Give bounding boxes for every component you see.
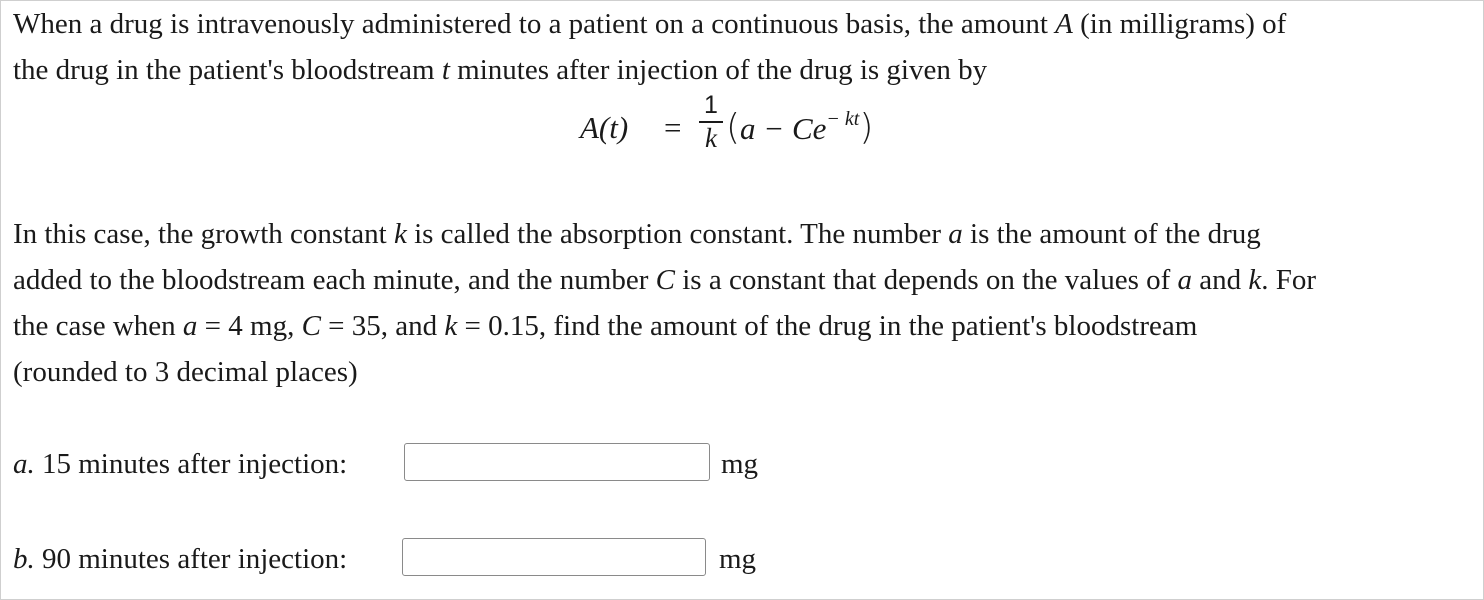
- formula-body: a − Ce: [740, 111, 827, 146]
- formula-equals: =: [664, 110, 682, 145]
- var-a: a: [182, 310, 198, 342]
- question-a-row: [13, 443, 1473, 487]
- intro-text: (in milligrams) of: [1072, 8, 1287, 40]
- close-paren: ): [859, 107, 874, 148]
- formula-rhs: [726, 105, 873, 156]
- var-C: C: [301, 310, 321, 342]
- formula-fraction: [699, 90, 723, 153]
- question-content: [13, 1, 1473, 575]
- question-a-letter: a.: [13, 448, 35, 480]
- question-b-row: [13, 538, 1473, 582]
- question-b-text: 90 minutes after injection:: [34, 543, 348, 575]
- var-a: a: [948, 218, 963, 250]
- question-b-letter: b.: [13, 543, 35, 575]
- explanation-line-4: (rounded to 3 decimal places): [13, 356, 358, 388]
- answer-a-input[interactable]: [404, 443, 710, 481]
- fraction-denominator: k: [705, 123, 717, 153]
- var-k: k: [1248, 264, 1262, 296]
- var-a: a: [1177, 264, 1193, 296]
- intro-line-2: [13, 47, 1473, 93]
- question-a-label: [13, 441, 347, 487]
- explanation-line-3: the case when a = 4 mg, C = 35, and k = 0.15, find the amount of the drug in the patient's bloodstream: [13, 310, 1198, 342]
- question-b-label: [13, 536, 347, 582]
- explanation-line-2: added to the bloodstream each minute, and the number C is a constant that depends on the values of a and k. For: [13, 264, 1317, 296]
- var-A: A: [1055, 8, 1073, 40]
- open-paren: (: [726, 107, 741, 148]
- formula: [13, 93, 1473, 163]
- answer-a-unit: mg: [721, 448, 759, 480]
- answer-b-input[interactable]: [402, 538, 706, 576]
- intro-line-1: [13, 1, 1473, 47]
- formula-exponent: − kt: [826, 108, 860, 130]
- intro-paragraph: [13, 1, 1473, 93]
- var-C: C: [655, 264, 675, 296]
- explanation-line-1: In this case, the growth constant k is called the absorption constant. The number a is the amount of the drug: [13, 218, 1261, 250]
- formula-lhs: A(t): [580, 110, 629, 145]
- explanation-paragraph: [13, 211, 1473, 395]
- var-k: k: [393, 218, 407, 250]
- fraction-numerator: 1: [699, 90, 723, 123]
- question-a-text: 15 minutes after injection:: [34, 448, 348, 480]
- intro-text: the drug in the patient's bloodstream: [13, 54, 442, 86]
- intro-text: When a drug is intravenously administered to a patient on a continuous basis, the amount: [13, 8, 1056, 40]
- var-k: k: [444, 310, 458, 342]
- intro-text: minutes after injection of the drug is given by: [449, 54, 988, 86]
- var-t: t: [441, 54, 450, 86]
- answer-b-unit: mg: [719, 543, 757, 575]
